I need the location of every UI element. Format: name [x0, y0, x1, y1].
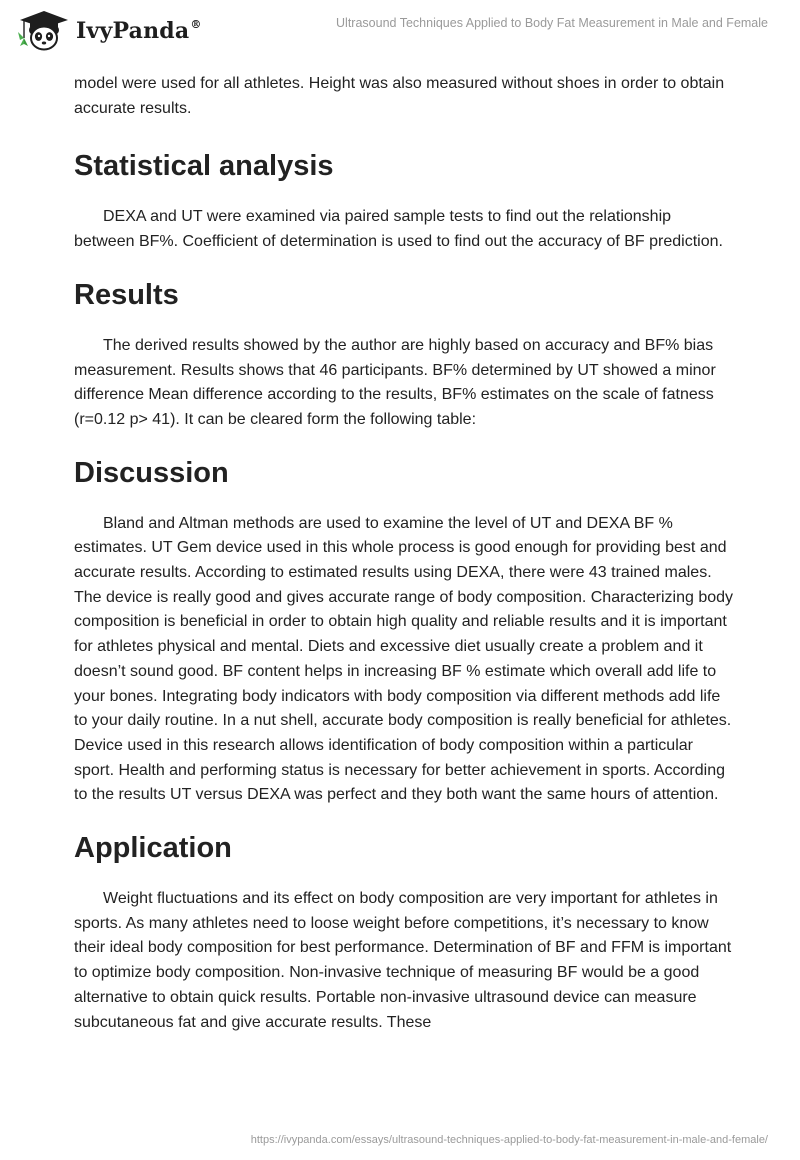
registered-mark: ®: [190, 17, 202, 31]
section-heading: Application: [74, 832, 232, 865]
section-heading: Results: [74, 278, 179, 311]
section-heading: Statistical analysis: [74, 150, 334, 183]
section-statistical-analysis: [74, 148, 734, 254]
lead-paragraph: model were used for all athletes. Height was also measured without shoes in order to obtain accurate results.: [74, 75, 725, 117]
section-application: [74, 830, 734, 1035]
section-heading: Discussion: [74, 456, 229, 489]
section-discussion: [74, 455, 734, 808]
section-paragraph: Bland and Altman methods are used to examine the level of UT and DEXA BF % estimates. UT Gem device used in this whole process is good enough for providing best and accurate results. According to estimated results using DEXA, there were 43 trained males. The device is really good and gives accurate range of body composition. Characterizing body composition is beneficial in order to obtain high quality and reliable results and it is important for athletes physical and mental. Diets and excessive diet usually create a problem and it doesn’t sound good. BF content helps in increasing BF % estimate which overall add life to your bones. Integrating body indicators with body composition via different methods add life to your daily routine. In a nut shell, accurate body composition is really beneficial for athletes. Device used in this research allows identification of body composition within a particular sport. Health and performing status is necessary for better achievement in sports. According to the results UT versus DEXA was perfect and they both want the same hours of attention.: [74, 514, 734, 804]
section-results: [74, 277, 734, 433]
ivypanda-logo[interactable]: [14, 8, 202, 52]
source-url[interactable]: https://ivypanda.com/essays/ultrasound-techniques-applied-to-body-fat-measurement-in-male-and-female/: [250, 1134, 768, 1146]
section-paragraph: DEXA and UT were examined via paired sample tests to find out the relationship between BF%. Coefficient of determination is used to find out the accuracy of BF prediction.: [74, 208, 723, 251]
section-paragraph: Weight fluctuations and its effect on body composition are very important for athletes in sports. As many athletes need to loose weight before competitions, it’s necessary to know their ideal body composition for best performance. Determination of BF and FFM is important to optimize body composition. Non-invasive technique of measuring BF would be a good alternative to obtain quick results. Portable non-invasive ultrasound device can measure subcutaneous fat and give accurate results. These: [74, 890, 732, 1031]
section-paragraph: The derived results showed by the author are highly based on accuracy and BF% bias measurement. Results shows that 46 participants. BF% determined by UT showed a minor difference Mean difference according to the results, BF% estimates on the scale of fatness (r=0.12 p> 41). It can be cleared form the following table:: [74, 336, 716, 428]
page-header: [0, 0, 800, 60]
essay-content: [74, 72, 734, 1057]
document-title: Ultrasound Techniques Applied to Body Fat Measurement in Male and Female: [336, 16, 768, 30]
brand-name: IvyPanda®: [76, 17, 202, 44]
panda-graduation-cap-logo-icon: [14, 8, 70, 52]
